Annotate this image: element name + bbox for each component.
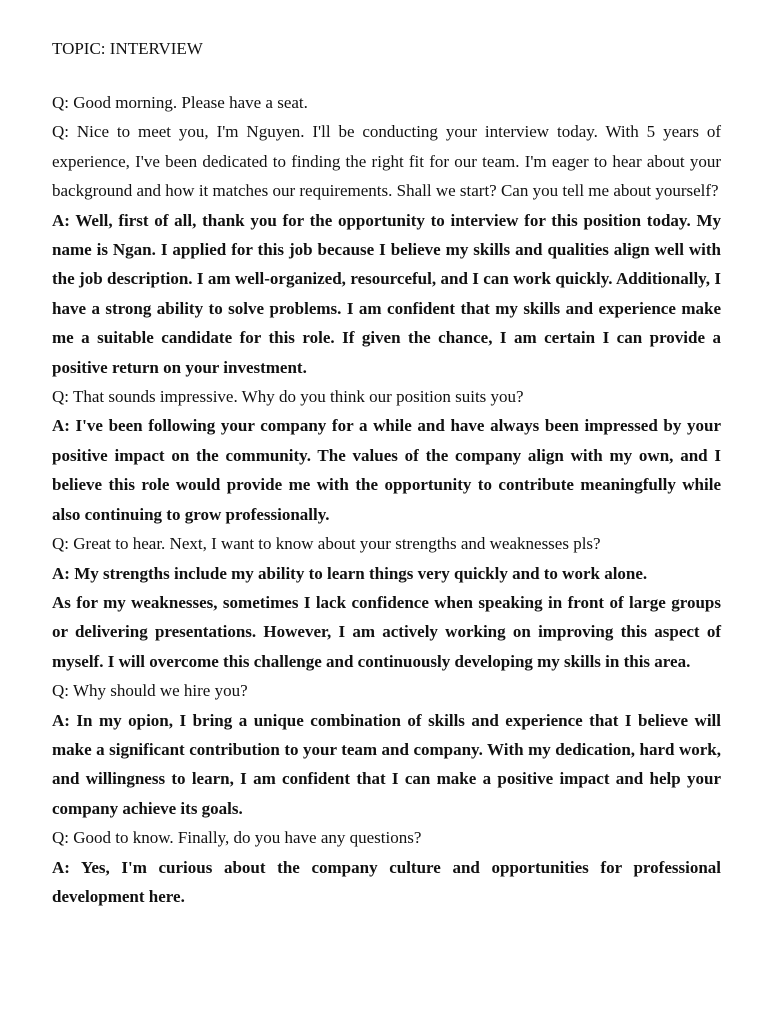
answer-why-hire: A: In my opion, I bring a unique combination of skills and experience that I believe will make a significant contribution to your team and company. With my dedication, hard work, and willingness to learn, I am confident that I can make a positive impact and help your company achieve its goals. [52, 710, 721, 818]
question-strengths-weaknesses: Q: Great to hear. Next, I want to know about your strengths and weaknesses pls? [52, 534, 601, 554]
dialogue [52, 88, 721, 911]
answer-weaknesses: As for my weaknesses, sometimes I lack confidence when speaking in front of large groups or delivering presentations. However, I am actively working on improving this aspect of myself. I will overcome this challenge and continuously developing my skills in this area. [52, 592, 721, 671]
question-position-fit: Q: That sounds impressive. Why do you think our position suits you? [52, 387, 524, 407]
question-about-yourself: Q: Nice to meet you, I'm Nguyen. I'll be conducting your interview today. With 5 years of experience, I've been dedicated to finding the right fit for our team. I'm eager to hear about your background and how it matches our requirements. Shall we start? Can you tell me about yourself? [52, 122, 721, 201]
document-page [52, 36, 721, 911]
question-any-questions: Q: Good to know. Finally, do you have any questions? [52, 828, 422, 848]
answer-any-questions: A: Yes, I'm curious about the company culture and opportunities for professional development here. [52, 857, 721, 906]
question-greeting: Q: Good morning. Please have a seat. [52, 93, 308, 112]
answer-about-yourself: A: Well, first of all, thank you for the opportunity to interview for this position today. My name is Ngan. I applied for this job because I believe my skills and qualities align well with the job description. I am well-organized, resourceful, and I can work quickly. Additionally, I have a strong ability to solve problems. I am confident that my skills and experience make me a suitable candidate for this role. If given the chance, I am certain I can provide a positive return on your investment. [52, 210, 721, 377]
answer-strengths: A: My strengths include my ability to learn things very quickly and to work alone. [52, 563, 648, 583]
answer-position-fit: A: I've been following your company for a while and have always been impressed by your positive impact on the community. The values of the company align with my own, and I believe this role would provide me with the opportunity to contribute meaningfully while also continuing to grow professionally. [52, 416, 721, 524]
question-why-hire: Q: Why should we hire you? [52, 681, 248, 701]
document-title: TOPIC: INTERVIEW [52, 39, 203, 58]
